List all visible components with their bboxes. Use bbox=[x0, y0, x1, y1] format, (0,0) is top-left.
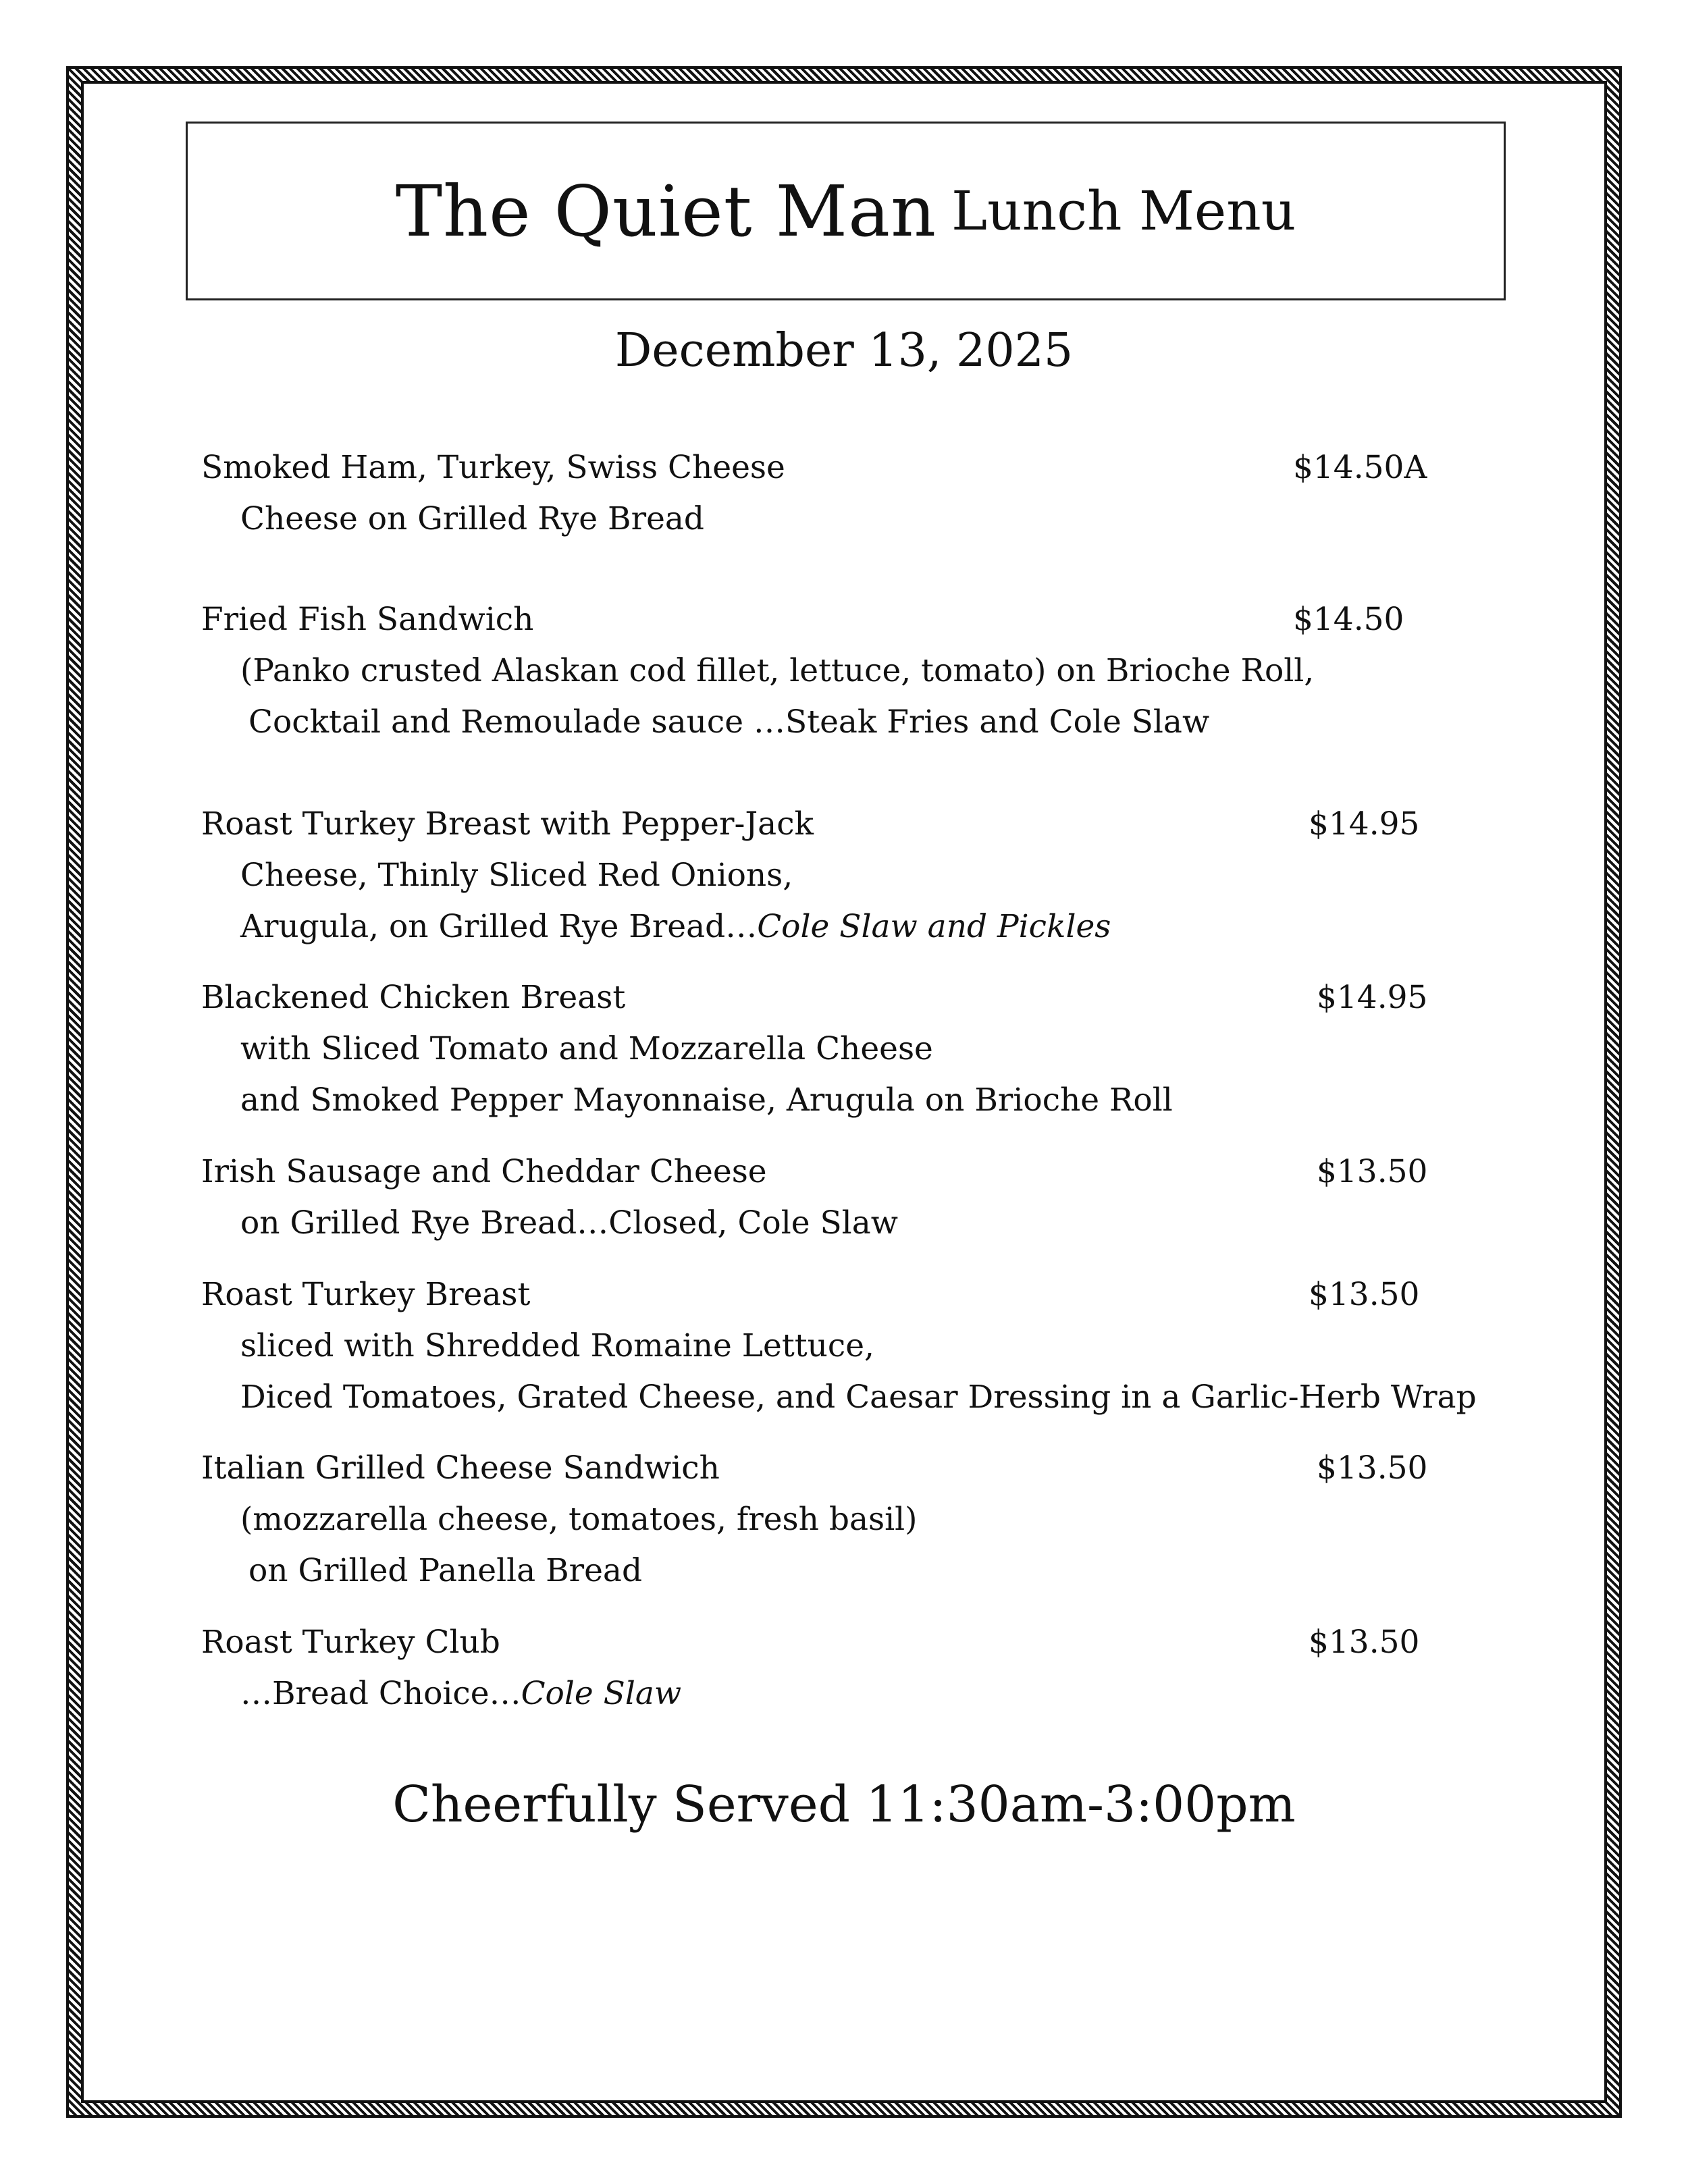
item-name: Roast Turkey Breast bbox=[201, 1276, 531, 1313]
item-price: $14.95 bbox=[1309, 805, 1420, 843]
item-description: sliced with Shredded Romaine Lettuce, bbox=[240, 1327, 874, 1364]
item-description: Cheese on Grilled Rye Bread bbox=[240, 500, 704, 537]
item-price: $13.50 bbox=[1309, 1276, 1420, 1313]
item-description: and Smoked Pepper Mayonnaise, Arugula on Brioche Roll bbox=[240, 1082, 1173, 1119]
item-price: $13.50 bbox=[1317, 1153, 1428, 1190]
item-name: Irish Sausage and Cheddar Cheese bbox=[201, 1153, 767, 1190]
menu-item bbox=[201, 1269, 1484, 1423]
item-description: on Grilled Rye Bread…Closed, Cole Slaw bbox=[240, 1204, 898, 1242]
item-sides: Cole Slaw bbox=[521, 1675, 682, 1712]
menu-item bbox=[201, 1443, 1484, 1597]
item-name: Roast Turkey Club bbox=[201, 1624, 500, 1661]
title-box bbox=[186, 122, 1506, 300]
item-description: on Grilled Panella Bread bbox=[248, 1552, 643, 1589]
item-description: (mozzarella cheese, tomatoes, fresh basil) bbox=[240, 1501, 918, 1538]
item-sides: Cole Slaw and Pickles bbox=[757, 908, 1111, 945]
item-description: …Bread Choice…Cole Slaw bbox=[240, 1675, 682, 1712]
menu-item bbox=[201, 972, 1484, 1126]
menu-item bbox=[201, 442, 1484, 545]
item-price: $14.50A bbox=[1293, 449, 1427, 486]
item-description: Cheese, Thinly Sliced Red Onions, bbox=[240, 857, 793, 894]
item-description: Arugula, on Grilled Rye Bread…Cole Slaw and Pickles bbox=[240, 908, 1111, 945]
menu-item bbox=[201, 1146, 1484, 1249]
menu-type: Lunch Menu bbox=[951, 180, 1296, 242]
item-price: $14.95 bbox=[1317, 979, 1428, 1016]
item-name: Smoked Ham, Turkey, Swiss Cheese bbox=[201, 449, 785, 486]
item-description: with Sliced Tomato and Mozzarella Cheese bbox=[240, 1030, 933, 1067]
item-description: Cocktail and Remoulade sauce …Steak Fries and Cole Slaw bbox=[248, 703, 1210, 741]
item-name: Roast Turkey Breast with Pepper-Jack bbox=[201, 805, 814, 843]
item-name: Fried Fish Sandwich bbox=[201, 601, 534, 638]
menu-item bbox=[201, 1617, 1484, 1720]
service-hours: Cheerfully Served 11:30am-3:00pm bbox=[392, 1776, 1296, 1834]
menu-date: December 13, 2025 bbox=[614, 324, 1074, 377]
item-price: $13.50 bbox=[1317, 1449, 1428, 1487]
restaurant-name: The Quiet Man bbox=[395, 169, 937, 252]
item-description: (Panko crusted Alaskan cod fillet, lettuce, tomato) on Brioche Roll, bbox=[240, 652, 1315, 689]
item-price: $13.50 bbox=[1309, 1624, 1420, 1661]
item-price: $14.50 bbox=[1293, 601, 1404, 638]
menu-item bbox=[201, 594, 1484, 748]
item-name: Blackened Chicken Breast bbox=[201, 979, 626, 1016]
item-name: Italian Grilled Cheese Sandwich bbox=[201, 1449, 720, 1487]
menu-item bbox=[201, 799, 1484, 953]
item-description: Diced Tomatoes, Grated Cheese, and Caesar Dressing in a Garlic-Herb Wrap bbox=[240, 1379, 1477, 1416]
